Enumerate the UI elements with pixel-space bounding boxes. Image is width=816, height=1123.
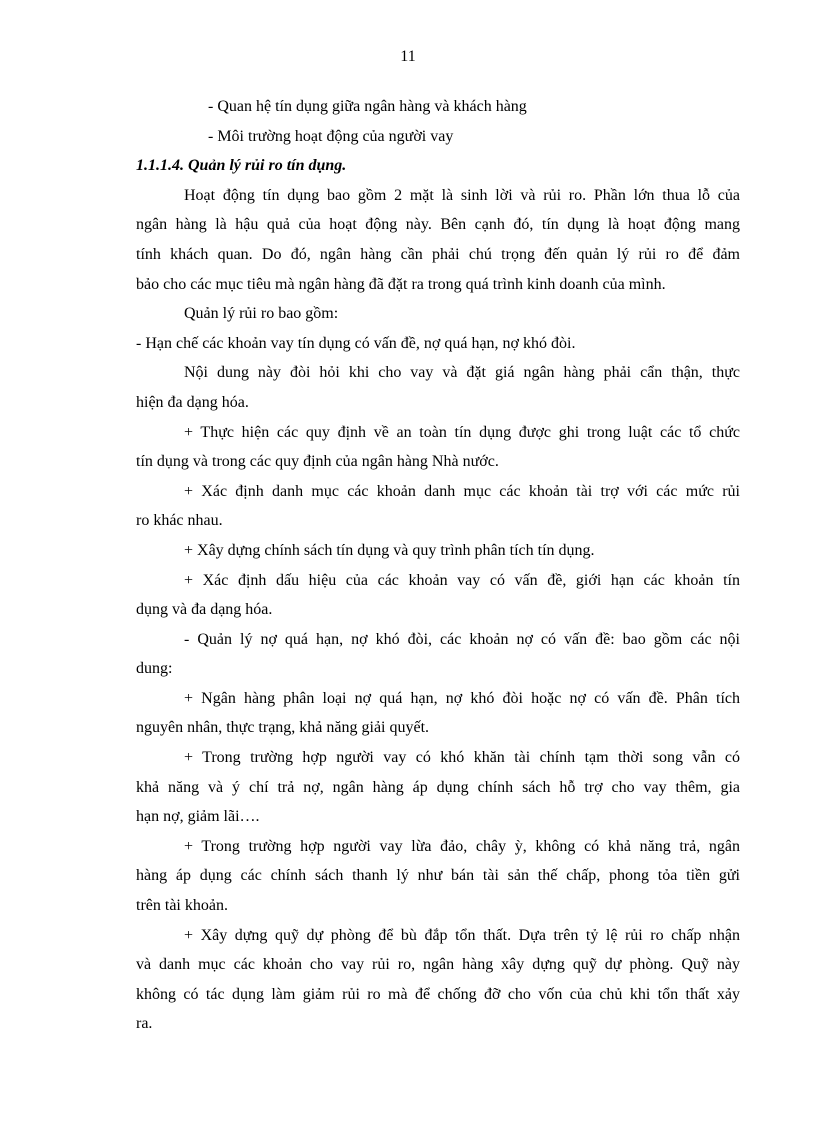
paragraph-line: Nội dung này đòi hỏi khi cho vay và đặt giá ngân hàng phải cẩn thận, thực <box>184 364 740 382</box>
paragraph-line: trên tài khoản. <box>136 897 228 915</box>
list-item: - Môi trường hoạt động của người vay <box>208 127 454 145</box>
paragraph-line: nguyên nhân, thực trạng, khả năng giải quyết. <box>136 719 430 737</box>
paragraph-line: dung: <box>136 660 173 678</box>
paragraph-line: và danh mục các khoản cho vay rủi ro, ngân hàng xây dựng quỹ dự phòng. Quỹ này <box>136 956 740 974</box>
paragraph-line: ro khác nhau. <box>136 512 223 530</box>
list-item: + Ngân hàng phân loại nợ quá hạn, nợ khó đòi hoặc nợ có vấn đề. Phân tích <box>184 689 740 707</box>
body-text <box>136 92 740 1039</box>
paragraph-line: ngân hàng là hậu quả của hoạt động này. Bên cạnh đó, tín dụng là hoạt động mang <box>136 216 740 234</box>
list-item: - Hạn chế các khoản vay tín dụng có vấn đề, nợ quá hạn, nợ khó đòi. <box>136 334 576 352</box>
list-item: + Xây dựng quỹ dự phòng để bù đắp tổn thất. Dựa trên tỷ lệ rủi ro chấp nhận <box>184 926 740 944</box>
paragraph-line: Quản lý rủi ro bao gồm: <box>184 305 339 323</box>
list-item: + Thực hiện các quy định về an toàn tín dụng được ghi trong luật các tổ chức <box>184 423 740 441</box>
paragraph-line: hiện đa dạng hóa. <box>136 393 249 411</box>
list-item: + Xác định danh mục các khoản danh mục các khoản tài trợ với các mức rủi <box>184 482 740 500</box>
paragraph-line: Hoạt động tín dụng bao gồm 2 mặt là sinh lời và rủi ro. Phần lớn thua lỗ của <box>184 186 740 204</box>
page-number: 11 <box>400 48 416 65</box>
paragraph-line: không có tác dụng làm giảm rủi ro mà để chống đỡ cho vốn của chủ khi tổn thất xảy <box>136 985 740 1003</box>
paragraph-line: ra. <box>136 1015 153 1033</box>
paragraph-line: tính khách quan. Do đó, ngân hàng cần phải chú trọng đến quản lý rủi ro để đảm <box>136 245 740 263</box>
list-item: - Quản lý nợ quá hạn, nợ khó đòi, các khoản nợ có vấn đề: bao gồm các nội <box>184 630 740 648</box>
list-item: + Trong trường hợp người vay lừa đảo, chây ỳ, không có khả năng trả, ngân <box>184 837 740 855</box>
list-item: + Xác định dấu hiệu của các khoản vay có vấn đề, giới hạn các khoản tín <box>184 571 740 589</box>
paragraph-line: khả năng và ý chí trả nợ, ngân hàng áp dụng chính sách hỗ trợ cho vay thêm, gia <box>136 778 740 796</box>
section-heading: 1.1.1.4. Quản lý rủi ro tín dụng. <box>136 157 347 175</box>
paragraph-line: dụng và đa dạng hóa. <box>136 601 273 619</box>
paragraph-line: hạn nợ, giảm lãi…. <box>136 808 260 826</box>
list-item: + Trong trường hợp người vay có khó khăn tài chính tạm thời song vẫn có <box>184 749 740 767</box>
paragraph-line: tín dụng và trong các quy định của ngân hàng Nhà nước. <box>136 453 499 471</box>
paragraph-line: bảo cho các mục tiêu mà ngân hàng đã đặt ra trong quá trình kinh doanh của mình. <box>136 275 666 293</box>
list-item: - Quan hệ tín dụng giữa ngân hàng và khách hàng <box>208 98 527 115</box>
list-item: + Xây dựng chính sách tín dụng và quy trình phân tích tín dụng. <box>184 541 595 559</box>
paragraph-line: hàng áp dụng các chính sách thanh lý như bán tài sản thế chấp, phong tỏa tiền gửi <box>136 867 740 885</box>
